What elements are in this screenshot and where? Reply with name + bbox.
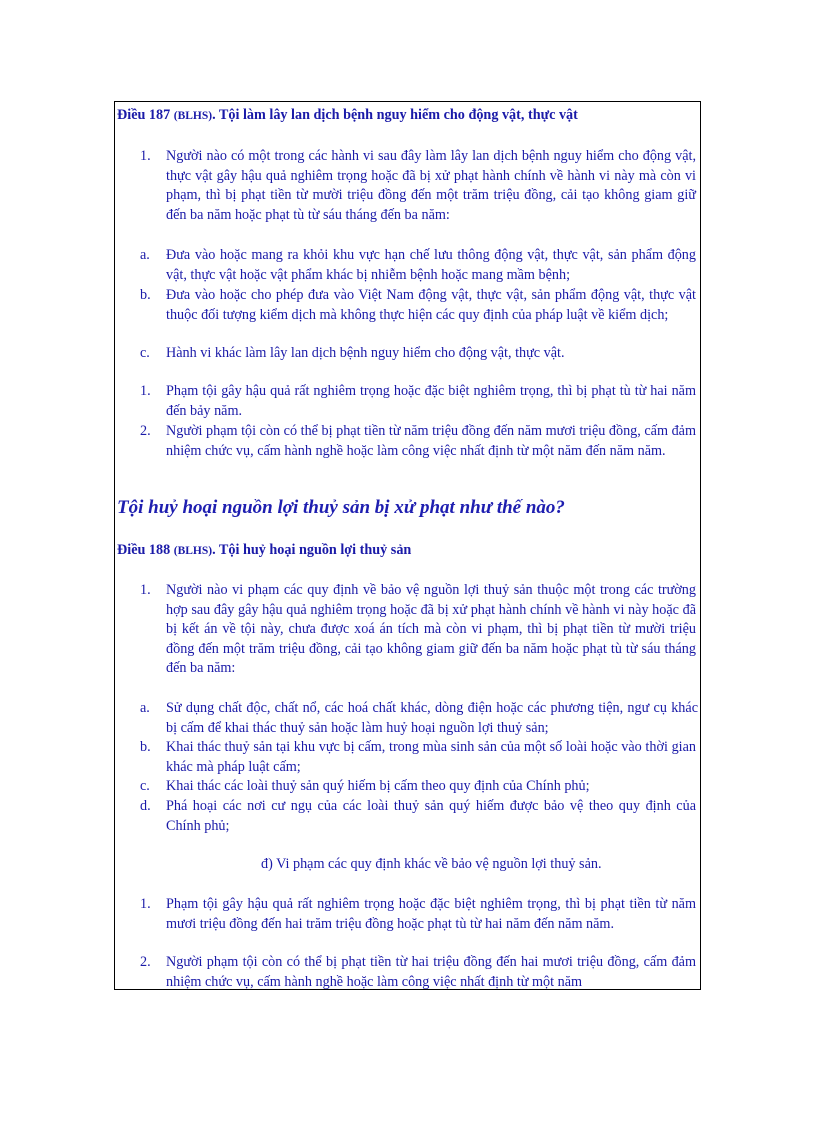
article-188-heading xyxy=(117,541,411,562)
article-188-clause-1: Người nào vi phạm các quy định về bảo vệ nguồn lợi thuỷ sản thuộc một trong các trường hợp sau đây gây hậu quả nghiêm trọng hoặc đã bị xử phạt hành chính về hành vi này hoặc đã bị kết án về tội này, chưa được xoá án tích mà còn vi phạm, thì bị phạt tiền từ mười triệu đồng đến một trăm triệu đồng, cải tạo không giam giữ đến ba năm hoặc phạt tù từ sáu tháng đến ba năm: xyxy=(166,582,696,676)
article-187-tag: (BLHS) xyxy=(173,110,213,122)
document-frame xyxy=(114,101,701,990)
clause-number: 1. xyxy=(140,383,151,399)
article-188-point-c: Khai thác các loài thuỷ sản quý hiếm bị cấm theo quy định của Chính phủ; xyxy=(166,778,590,794)
article-188-point-a: Sử dụng chất độc, chất nổ, các hoá chất khác, dòng điện hoặc các phương tiện, ngư cụ khác bị cấm để khai thác thuỷ sản hoặc làm huỷ hoại nguồn lợi thuỷ sản; xyxy=(166,700,698,736)
article-187-clause-3: Người phạm tội còn có thể bị phạt tiền từ năm triệu đồng đến năm mươi triệu đồng, cấm đảm nhiệm chức vụ, cấm hành nghề hoặc làm công việc nhất định từ một năm đến năm năm. xyxy=(166,423,696,459)
point-label: d. xyxy=(140,798,151,814)
article-187-clause-1: Người nào có một trong các hành vi sau đây làm lây lan dịch bệnh nguy hiểm cho động vật, thực vật gây hậu quả nghiêm trọng hoặc đã bị xử phạt hành chính về hành vi này mà còn vi phạm, thì bị phạt tiền từ mười triệu đồng đến một trăm triệu đồng, cải tạo không giam giữ đến ba năm hoặc phạt tù từ sáu tháng đến ba năm: xyxy=(166,148,696,223)
point-label: a. xyxy=(140,247,150,263)
article-187-clause-2: Phạm tội gây hậu quả rất nghiêm trọng hoặc đặc biệt nghiêm trọng, thì bị phạt tù từ hai năm đến bảy năm. xyxy=(166,383,696,419)
article-188-tag: (BLHS) xyxy=(173,545,213,557)
article-188-clause-2: Phạm tội gây hậu quả rất nghiêm trọng hoặc đặc biệt nghiêm trọng, thì bị phạt tiền từ năm mươi triệu đồng đến hai trăm triệu đồng hoặc phạt tù từ hai năm đến năm năm. xyxy=(166,896,696,932)
article-187-point-b: Đưa vào hoặc cho phép đưa vào Việt Nam động vật, thực vật, sản phẩm động vật, thực vật thuộc đối tượng kiểm dịch mà không thực hiện các quy định của pháp luật về kiểm dịch; xyxy=(166,287,696,323)
point-label: b. xyxy=(140,739,151,755)
article-188-title: . Tội huỷ hoại nguồn lợi thuỷ sản xyxy=(212,542,412,558)
article-187-point-c: Hành vi khác làm lây lan dịch bệnh nguy hiểm cho động vật, thực vật. xyxy=(166,345,565,361)
article-188-point-b: Khai thác thuỷ sản tại khu vực bị cấm, trong mùa sinh sản của một số loài hoặc vào thời gian khác mà pháp luật cấm; xyxy=(166,739,696,775)
clause-number: 1. xyxy=(140,896,151,912)
clause-number: 2. xyxy=(140,954,151,970)
clause-number: 2. xyxy=(140,423,151,439)
article-187-heading xyxy=(117,106,578,127)
article-188-clause-3: Người phạm tội còn có thể bị phạt tiền từ hai triệu đồng đến hai mươi triệu đồng, cấm đảm nhiệm chức vụ, cấm hành nghề hoặc làm công việc nhất định từ một năm xyxy=(166,954,696,990)
article-187-title: . Tội làm lây lan dịch bệnh nguy hiểm cho động vật, thực vật xyxy=(212,107,578,123)
section-heading: Tội huỷ hoại nguồn lợi thuỷ sản bị xử phạt như thế nào? xyxy=(117,497,565,518)
point-label: c. xyxy=(140,345,150,361)
point-label: b. xyxy=(140,287,151,303)
article-187-point-a: Đưa vào hoặc mang ra khỏi khu vực hạn chế lưu thông động vật, thực vật, sản phẩm động vật, thực vật hoặc vật phẩm khác bị nhiễm bệnh hoặc mang mầm bệnh; xyxy=(166,247,696,283)
point-label: a. xyxy=(140,700,150,716)
article-187-number: Điều 187 xyxy=(117,107,171,123)
clause-number: 1. xyxy=(140,582,151,598)
point-label: c. xyxy=(140,778,150,794)
article-188-point-dd: đ) Vi phạm các quy định khác về bảo vệ nguồn lợi thuỷ sản. xyxy=(261,856,602,872)
article-188-point-d: Phá hoại các nơi cư ngụ của các loài thuỷ sản quý hiếm được bảo vệ theo quy định của Chính phủ; xyxy=(166,798,696,834)
clause-number: 1. xyxy=(140,148,151,164)
article-188-number: Điều 188 xyxy=(117,542,171,558)
